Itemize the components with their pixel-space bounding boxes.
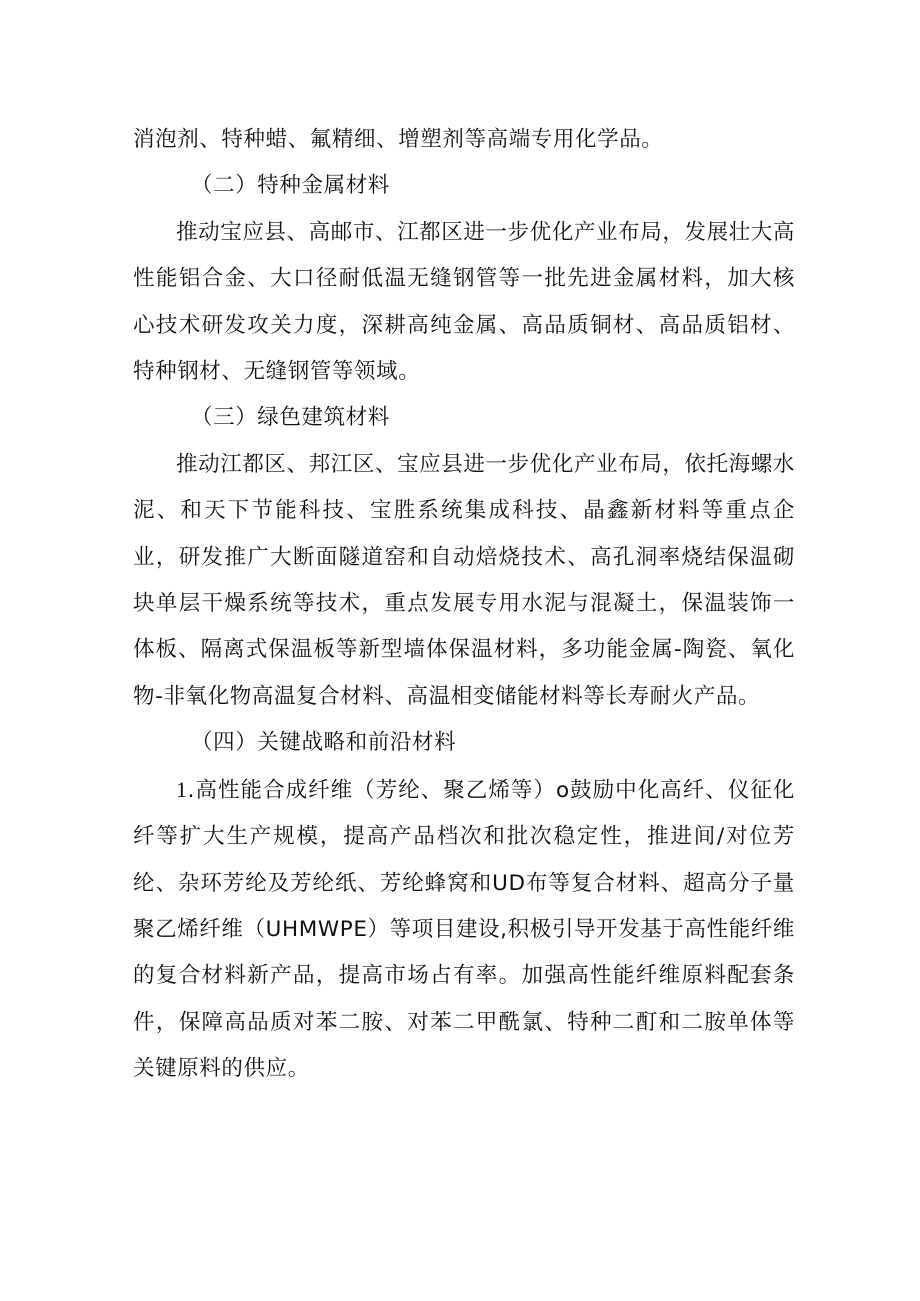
document-body xyxy=(133,117,795,1093)
paragraph-fibers xyxy=(133,767,795,1093)
paragraph-fibers-text: .高性能合成纤维（芳纶、聚乙烯等）o鼓励中化高纤、仪征化纤等扩大生产规模，提高产品档次和批次稳定性，推进间/对位芳纶、杂环芳纶及芳纶纸、芳纶蜂窝和UD布等复合材料、超高分子量聚乙烯纤维（UHMWPE）等项目建设,积极引导开发基于高性能纤维的复合材料新产品，提高市场占有率。加强高性能纤维原料配套条件，保障高品质对苯二胺、对苯二甲酰氯、特种二酊和二胺单体等关键原料的供应。 xyxy=(133,777,795,1082)
paragraph-continuation: 消泡剂、特种蜡、氟精细、增塑剂等高端专用化学品。 xyxy=(133,127,664,152)
paragraph-green-building: 推动江都区、邦江区、宝应县进一步优化产业布局，依托海螺水泥、和天下节能科技、宝胜系统集成科技、晶鑫新材料等重点企业，研发推广大断面隧道窑和自动焙烧技术、高孔洞率烧结保温砌块单层干燥系统等技术，重点发展专用水泥与混凝土，保温装饰一体板、隔离式保温板等新型墙体保温材料，多功能金属-陶瓷、氧化物-非氧化物高温复合材料、高温相变储能材料等长寿耐火产品。 xyxy=(133,451,795,709)
item-number: 1 xyxy=(176,776,188,802)
section-heading-4: （四）关键战略和前沿材料 xyxy=(191,730,457,756)
section-heading-2: （二）特种金属材料 xyxy=(191,173,390,199)
paragraph-special-metals: 推动宝应县、高邮市、江都区进一步优化产业布局，发展壮大高性能铝合金、大口径耐低温无缝钢管等一批先进金属材料，加大核心技术研发攻关力度，深耕高纯金属、高品质铜材、高品质铝材、特种钢材、无缝钢管等领域。 xyxy=(133,219,795,385)
section-heading-3: （三）绿色建筑材料 xyxy=(191,405,390,431)
